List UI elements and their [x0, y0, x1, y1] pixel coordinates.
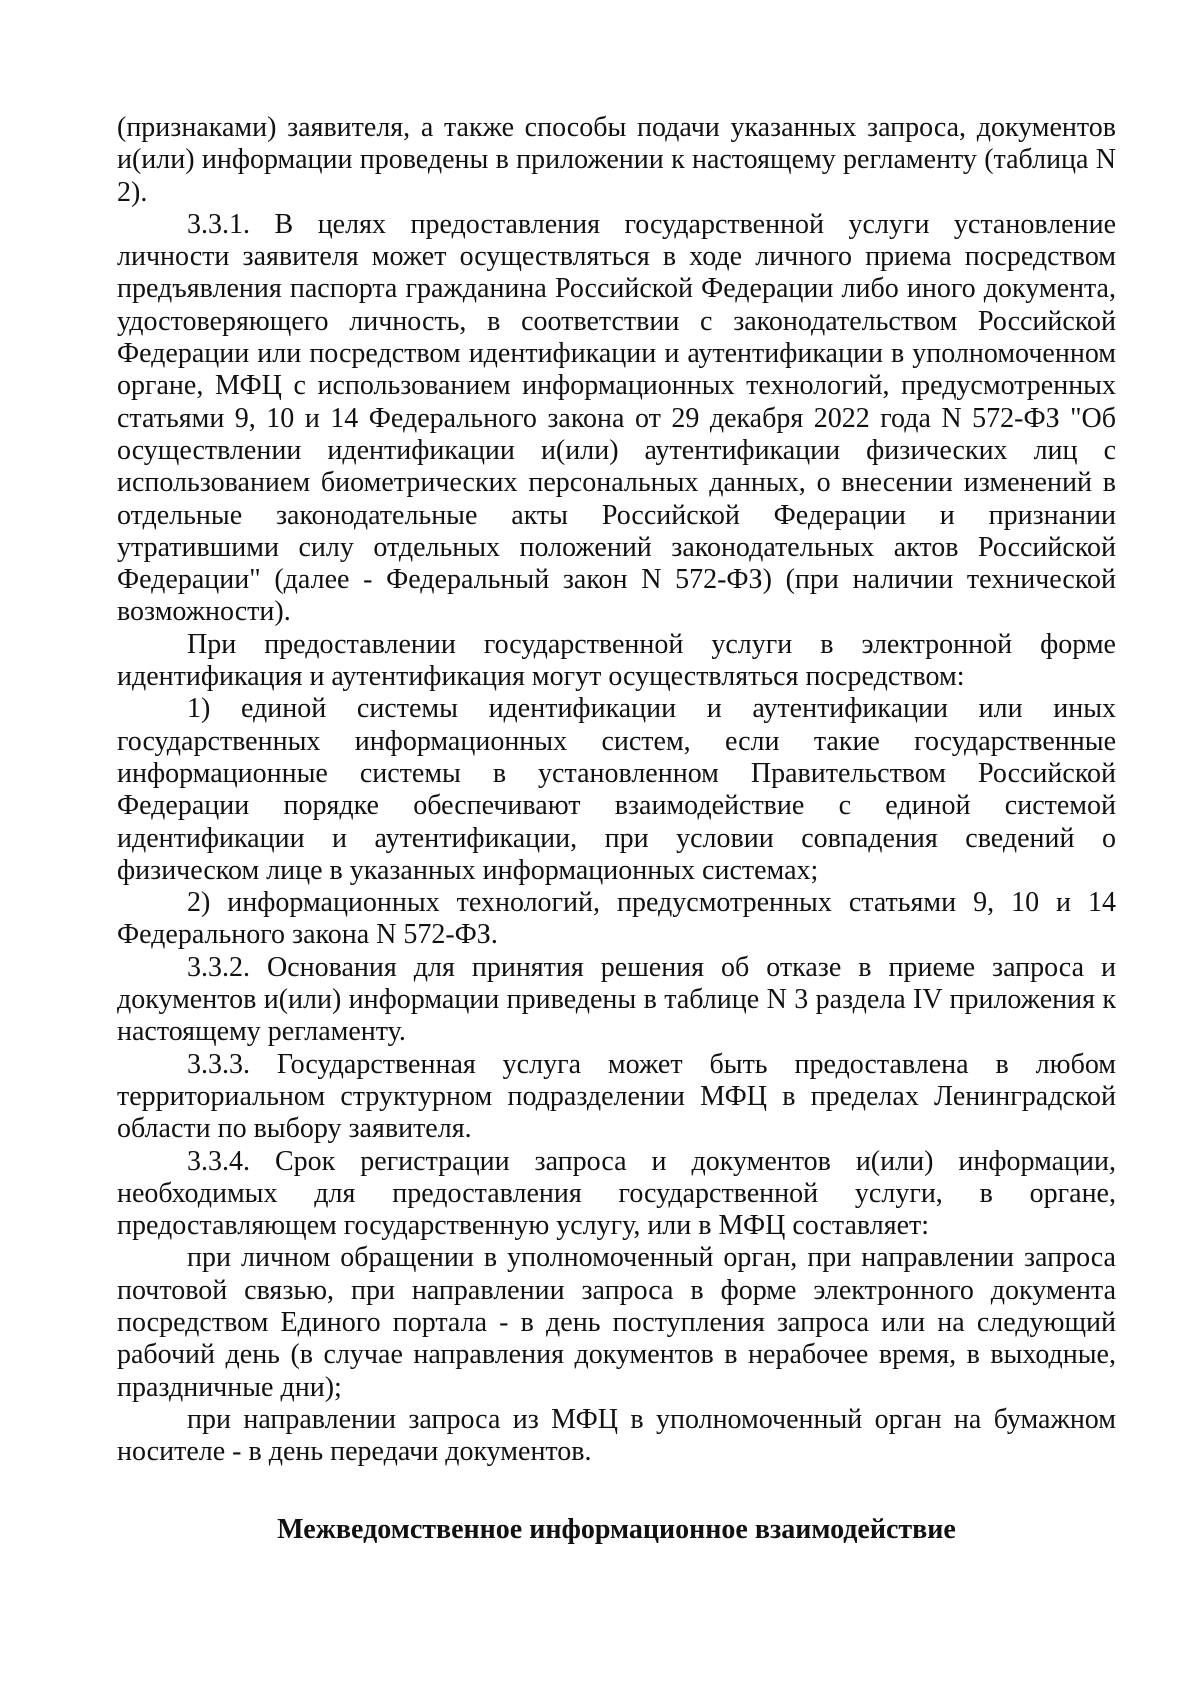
paragraph-3-3-3: 3.3.3. Государственная услуга может быть предоставлена в любом территориальном структурном подразделении МФЦ в пределах Ленинградской области по выбору заявителя. — [117, 1048, 1116, 1145]
paragraph-3-3-4: 3.3.4. Срок регистрации запроса и документов и(или) информации, необходимых для предоставления государственной услуги, в органе, предоставляющем государственную услугу, или в МФЦ составляет: — [117, 1145, 1116, 1242]
paragraph-electronic-form: При предоставлении государственной услуги в электронной форме идентификация и аутентификация могут осуществляться посредством: — [117, 628, 1116, 693]
paragraph-personal-visit: при личном обращении в уполномоченный орган, при направлении запроса почтовой связью, при направлении запроса в форме электронного документа посредством Единого портала - в день поступления запроса или на следующий рабочий день (в случае направления документов в нерабочее время, в выходные, праздничные дни); — [117, 1242, 1116, 1403]
paragraph-mfc-paper: при направлении запроса из МФЦ в уполномоченный орган на бумажном носителе - в день передачи документов. — [117, 1403, 1116, 1468]
paragraph-continuation: (признаками) заявителя, а также способы подачи указанных запроса, документов и(или) информации проведены в приложении к настоящему регламенту (таблица N 2). — [117, 112, 1116, 208]
paragraph-3-3-2: 3.3.2. Основания для принятия решения об отказе в приеме запроса и документов и(или) информации приведены в таблице N 3 раздела IV приложения к настоящему регламенту. — [117, 951, 1116, 1048]
list-item-2: 2) информационных технологий, предусмотренных статьями 9, 10 и 14 Федерального закона N 572-ФЗ. — [117, 887, 1116, 951]
list-item-1: 1) единой системы идентификации и аутентификации или иных государственных информационных систем, если такие государственные информационные системы в установленном Правительством Российской Федерации порядке обеспечивают взаимодействие с единой системой идентификации и аутентификации, при условии совпадения сведений о физическом лице в указанных информационных системах; — [117, 693, 1116, 886]
document-body — [117, 112, 1116, 1468]
paragraph-3-3-1: 3.3.1. В целях предоставления государственной услуги установление личности заявителя может осуществляться в ходе личного приема посредством предъявления паспорта гражданина Российской Федерации либо иного документа, удостоверяющего личность, в соответствии с законодательством Российской Федерации или посредством идентификации и аутентификации в уполномоченном органе, МФЦ с использованием информационных технологий, предусмотренных статьями 9, 10 и 14 Федерального закона от 29 декабря 2022 года N 572-ФЗ "Об осуществлении идентификации и(или) аутентификации физических лиц с использованием биометрических персональных данных, о внесении изменений в отдельные законодательные акты Российской Федерации и признании утратившими силу отдельных положений законодательных актов Российской Федерации" (далее - Федеральный закон N 572-ФЗ) (при наличии технической возможности). — [117, 208, 1116, 628]
section-heading: Межведомственное информационное взаимодействие — [277, 1514, 956, 1545]
